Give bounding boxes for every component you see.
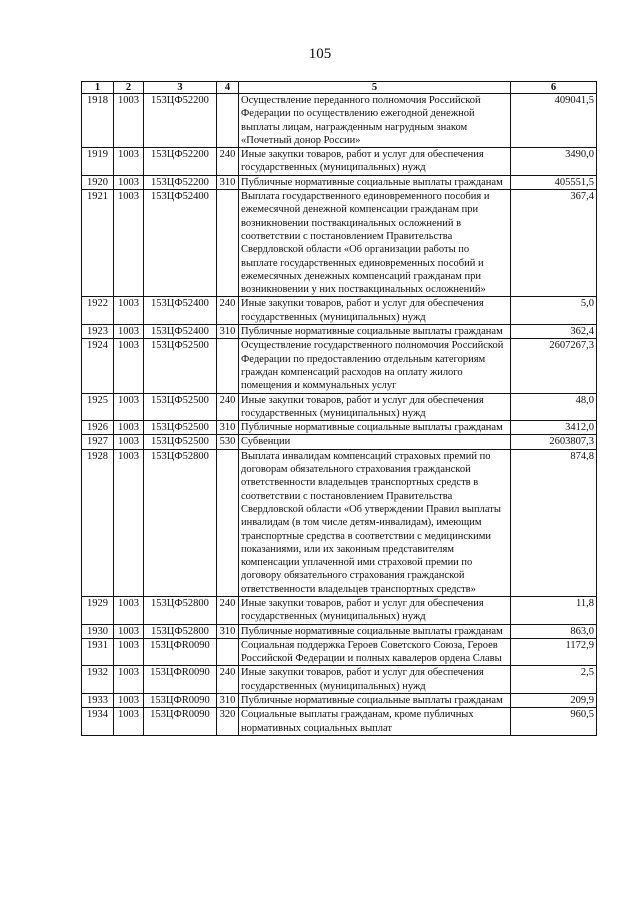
- expense-type-code: 320: [217, 708, 239, 736]
- expense-type-code: [217, 94, 239, 148]
- description: Выплата инвалидам компенсаций страховых премий по договорам обязательного страхования гражданской ответственности владельцев транспортных средств в соответствии с постановлением Правительства Свердловской области «Об утверждении Правил выплаты инвалидам (в том числе детям-инвалидам), имеющим транспортные средства в соответствии с медицинскими показаниями, или их законным представителям компенсации уплаченной ими страховой премии по договору обязательного страхования гражданской ответственности владельцев транспортных средств»: [239, 449, 511, 596]
- row-number: 1927: [82, 435, 114, 449]
- table-row: [82, 421, 597, 435]
- table-row: [82, 666, 597, 694]
- section-code: 1003: [114, 421, 144, 435]
- description: Иные закупки товаров, работ и услуг для обеспечения государственных (муниципальных) нужд: [239, 666, 511, 694]
- section-code: 1003: [114, 435, 144, 449]
- row-number: 1926: [82, 421, 114, 435]
- amount: 3490,0: [511, 148, 597, 176]
- row-number: 1934: [82, 708, 114, 736]
- expense-type-code: 240: [217, 666, 239, 694]
- table-row: [82, 694, 597, 708]
- amount: 11,8: [511, 596, 597, 624]
- table-row: [82, 393, 597, 421]
- target-article-code: 153ЦФ52800: [144, 449, 217, 596]
- header-col-3: 3: [144, 82, 217, 94]
- header-col-6: 6: [511, 82, 597, 94]
- target-article-code: 153ЦФ52800: [144, 596, 217, 624]
- description: Публичные нормативные социальные выплаты гражданам: [239, 421, 511, 435]
- table-row: [82, 94, 597, 148]
- table-row: [82, 435, 597, 449]
- target-article-code: 153ЦФR0090: [144, 708, 217, 736]
- amount: 362,4: [511, 325, 597, 339]
- target-article-code: 153ЦФR0090: [144, 638, 217, 666]
- row-number: 1919: [82, 148, 114, 176]
- section-code: 1003: [114, 708, 144, 736]
- description: Осуществление переданного полномочия Российской Федерации по осуществлению ежегодной денежной выплаты лицам, награжденным нагрудным знаком «Почетный донор России»: [239, 94, 511, 148]
- expense-type-code: 240: [217, 596, 239, 624]
- expense-type-code: 240: [217, 148, 239, 176]
- page-number: 105: [308, 46, 332, 62]
- target-article-code: 153ЦФR0090: [144, 666, 217, 694]
- expense-type-code: 310: [217, 694, 239, 708]
- table-row: [82, 339, 597, 393]
- section-code: 1003: [114, 175, 144, 189]
- table-row: [82, 175, 597, 189]
- description: Иные закупки товаров, работ и услуг для обеспечения государственных (муниципальных) нужд: [239, 393, 511, 421]
- amount: 2603807,3: [511, 435, 597, 449]
- target-article-code: 153ЦФ52400: [144, 297, 217, 325]
- table-row: [82, 190, 597, 297]
- section-code: 1003: [114, 148, 144, 176]
- amount: 405551,5: [511, 175, 597, 189]
- target-article-code: 153ЦФ52500: [144, 339, 217, 393]
- expense-type-code: 530: [217, 435, 239, 449]
- section-code: 1003: [114, 393, 144, 421]
- table-row: [82, 708, 597, 736]
- section-code: 1003: [114, 694, 144, 708]
- table-row: [82, 596, 597, 624]
- target-article-code: 153ЦФR0090: [144, 694, 217, 708]
- header-col-4: 4: [217, 82, 239, 94]
- table-row: [82, 297, 597, 325]
- expense-type-code: 310: [217, 325, 239, 339]
- header-col-2: 2: [114, 82, 144, 94]
- description: Публичные нормативные социальные выплаты гражданам: [239, 624, 511, 638]
- row-number: 1923: [82, 325, 114, 339]
- section-code: 1003: [114, 666, 144, 694]
- table-row: [82, 638, 597, 666]
- expense-type-code: [217, 339, 239, 393]
- table-row: [82, 325, 597, 339]
- amount: 2607267,3: [511, 339, 597, 393]
- description: Иные закупки товаров, работ и услуг для обеспечения государственных (муниципальных) нужд: [239, 297, 511, 325]
- amount: 367,4: [511, 190, 597, 297]
- table-row: [82, 624, 597, 638]
- expense-type-code: 310: [217, 175, 239, 189]
- table-header-row: [82, 82, 597, 94]
- row-number: 1929: [82, 596, 114, 624]
- description: Иные закупки товаров, работ и услуг для обеспечения государственных (муниципальных) нужд: [239, 148, 511, 176]
- amount: 209,9: [511, 694, 597, 708]
- amount: 960,5: [511, 708, 597, 736]
- expense-type-code: [217, 638, 239, 666]
- section-code: 1003: [114, 325, 144, 339]
- description: Публичные нормативные социальные выплаты гражданам: [239, 175, 511, 189]
- section-code: 1003: [114, 596, 144, 624]
- table-row: [82, 148, 597, 176]
- target-article-code: 153ЦФ52500: [144, 393, 217, 421]
- amount: 2,5: [511, 666, 597, 694]
- target-article-code: 153ЦФ52200: [144, 175, 217, 189]
- section-code: 1003: [114, 339, 144, 393]
- amount: 409041,5: [511, 94, 597, 148]
- table-body: [82, 94, 597, 736]
- target-article-code: 153ЦФ52200: [144, 148, 217, 176]
- row-number: 1920: [82, 175, 114, 189]
- expense-type-code: 310: [217, 624, 239, 638]
- amount: 1172,9: [511, 638, 597, 666]
- row-number: 1932: [82, 666, 114, 694]
- expense-type-code: [217, 449, 239, 596]
- row-number: 1928: [82, 449, 114, 596]
- expense-type-code: 240: [217, 297, 239, 325]
- target-article-code: 153ЦФ52800: [144, 624, 217, 638]
- amount: 874,8: [511, 449, 597, 596]
- row-number: 1922: [82, 297, 114, 325]
- target-article-code: 153ЦФ52400: [144, 190, 217, 297]
- section-code: 1003: [114, 297, 144, 325]
- table-row: [82, 449, 597, 596]
- description: Социальные выплаты гражданам, кроме публичных нормативных социальных выплат: [239, 708, 511, 736]
- row-number: 1918: [82, 94, 114, 148]
- row-number: 1930: [82, 624, 114, 638]
- expense-type-code: 240: [217, 393, 239, 421]
- header-col-5: 5: [239, 82, 511, 94]
- header-col-1: 1: [82, 82, 114, 94]
- expense-type-code: 310: [217, 421, 239, 435]
- amount: 48,0: [511, 393, 597, 421]
- target-article-code: 153ЦФ52200: [144, 94, 217, 148]
- description: Иные закупки товаров, работ и услуг для обеспечения государственных (муниципальных) нужд: [239, 596, 511, 624]
- row-number: 1921: [82, 190, 114, 297]
- expense-type-code: [217, 190, 239, 297]
- target-article-code: 153ЦФ52400: [144, 325, 217, 339]
- row-number: 1931: [82, 638, 114, 666]
- row-number: 1924: [82, 339, 114, 393]
- row-number: 1925: [82, 393, 114, 421]
- description: Субвенции: [239, 435, 511, 449]
- section-code: 1003: [114, 94, 144, 148]
- section-code: 1003: [114, 449, 144, 596]
- description: Социальная поддержка Героев Советского Союза, Героев Российской Федерации и полных кавалеров ордена Славы: [239, 638, 511, 666]
- section-code: 1003: [114, 638, 144, 666]
- section-code: 1003: [114, 624, 144, 638]
- description: Осуществление государственного полномочия Российской Федерации по предоставлению отдельным категориям граждан компенсаций расходов на оплату жилого помещения и коммунальных услуг: [239, 339, 511, 393]
- amount: 5,0: [511, 297, 597, 325]
- description: Публичные нормативные социальные выплаты гражданам: [239, 694, 511, 708]
- budget-table: [81, 81, 597, 736]
- description: Публичные нормативные социальные выплаты гражданам: [239, 325, 511, 339]
- amount: 863,0: [511, 624, 597, 638]
- row-number: 1933: [82, 694, 114, 708]
- target-article-code: 153ЦФ52500: [144, 435, 217, 449]
- section-code: 1003: [114, 190, 144, 297]
- description: Выплата государственного единовременного пособия и ежемесячной денежной компенсации гражданам при возникновении поствакцинальных осложнений в соответствии с постановлением Правительства Свердловской области «Об организации работы по выплате государственных единовременных пособий и ежемесячных денежных компенсаций гражданам при возникновении у них поствакцинальных осложнений»: [239, 190, 511, 297]
- amount: 3412,0: [511, 421, 597, 435]
- target-article-code: 153ЦФ52500: [144, 421, 217, 435]
